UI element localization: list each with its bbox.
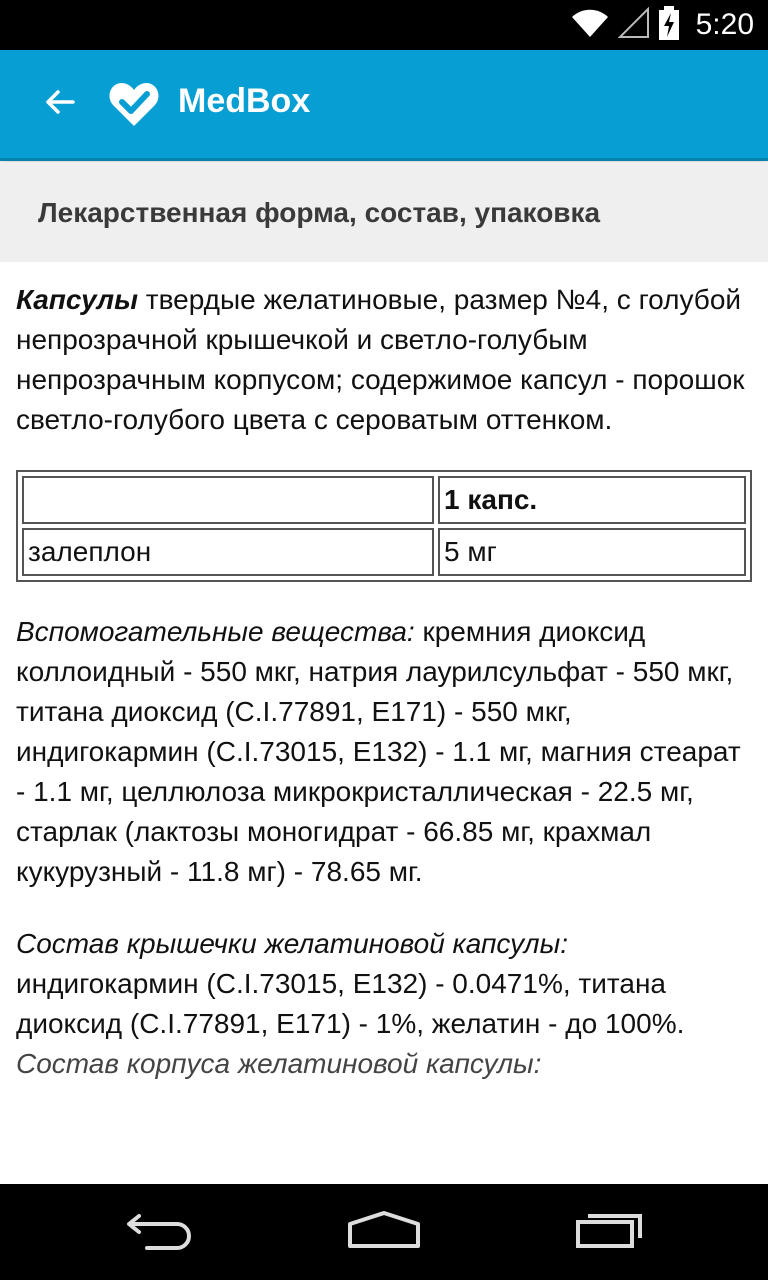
wifi-icon bbox=[570, 7, 610, 44]
nav-back-icon bbox=[125, 1210, 195, 1255]
status-icons bbox=[570, 0, 754, 50]
app-title: MedBox bbox=[178, 82, 311, 120]
nav-recents-icon bbox=[574, 1210, 646, 1255]
body-composition-lead: Состав корпуса желатиновой капсулы: bbox=[16, 1048, 542, 1079]
action-bar bbox=[0, 50, 768, 158]
dose-table-wrap bbox=[16, 470, 752, 582]
table-header-row bbox=[22, 476, 746, 524]
excipients-lead: Вспомогательные вещества: bbox=[16, 616, 415, 647]
table-cell: 5 мг bbox=[438, 528, 746, 576]
content-scroll[interactable] bbox=[0, 262, 768, 1184]
nav-back-button[interactable] bbox=[110, 1202, 210, 1262]
status-bar bbox=[0, 0, 768, 50]
cap-composition-text: индигокармин (C.I.73015, E132) - 0.0471%, титана диоксид (C.I.77891, E171) - 1%, желатин - до 100%. bbox=[16, 968, 685, 1039]
section-title: Лекарственная форма, состав, упаковка bbox=[38, 197, 601, 228]
dose-table bbox=[16, 470, 752, 582]
section-header bbox=[0, 162, 768, 262]
table-cell: залеплон bbox=[22, 528, 434, 576]
intro-lead: Капсулы bbox=[16, 284, 138, 315]
table-row bbox=[22, 528, 746, 576]
signal-icon bbox=[618, 7, 650, 44]
intro-text: твердые желатиновые, размер №4, с голубой непрозрачной крышечкой и светло-голубым непрозрачным корпусом; содержимое капсул - порошок светло-голубого цвета с сероватым оттенком. bbox=[16, 284, 745, 435]
nav-home-icon bbox=[346, 1210, 422, 1255]
nav-recents-button[interactable] bbox=[560, 1202, 660, 1262]
navigation-bar bbox=[0, 1184, 768, 1280]
back-button[interactable] bbox=[30, 74, 90, 134]
cap-composition-lead: Состав крышечки желатиновой капсулы: bbox=[16, 928, 568, 959]
excipients-paragraph bbox=[16, 612, 752, 892]
content-body bbox=[0, 262, 768, 1084]
excipients-text: кремния диоксид коллоидный - 550 мкг, натрия лаурилсульфат - 550 мкг, титана диоксид (C.I.77891, E171) - 550 мкг, индигокармин (C.I.73015, E132) - 1.1 мг, магния стеарат - 1.1 мг, целлюлоза микрокристаллическая - 22.5 мг, старлак (лактозы моногидрат - 66.85 мг, крахмал кукурузный - 11.8 мг) - 78.65 мг. bbox=[16, 616, 741, 887]
heart-check-icon bbox=[108, 80, 160, 128]
table-header-cell: 1 капс. bbox=[438, 476, 746, 524]
intro-paragraph bbox=[16, 280, 752, 440]
cap-composition-paragraph bbox=[16, 924, 752, 1044]
status-time: 5:20 bbox=[695, 8, 754, 41]
back-arrow-icon bbox=[45, 89, 75, 120]
body-composition-paragraph bbox=[16, 1044, 752, 1084]
battery-icon bbox=[658, 6, 680, 45]
table-header-cell bbox=[22, 476, 434, 524]
nav-home-button[interactable] bbox=[334, 1202, 434, 1262]
